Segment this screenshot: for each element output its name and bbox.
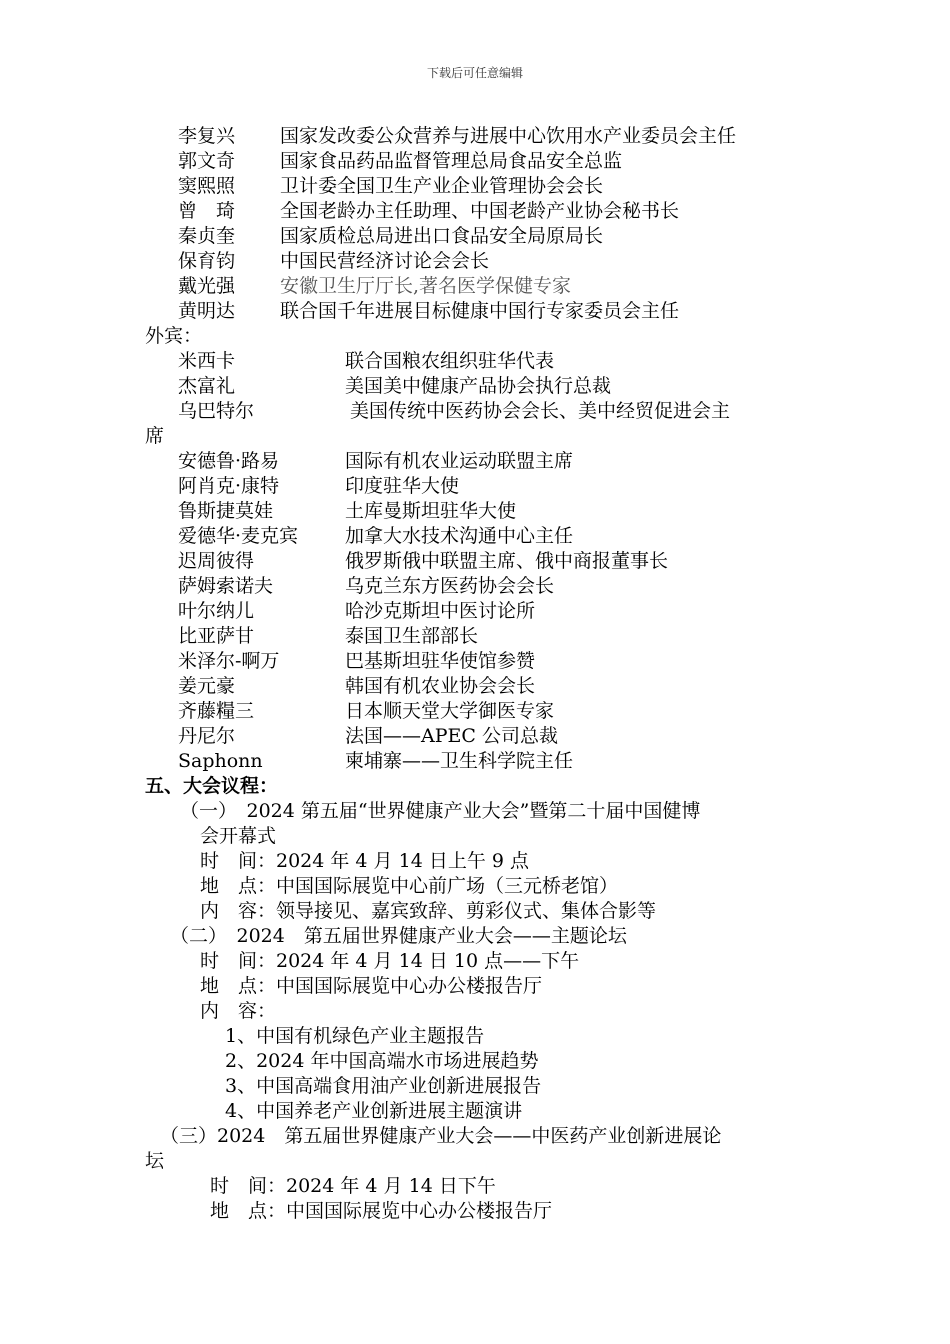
page-header: 下载后可任意编辑 <box>426 66 523 80</box>
session-1-title-cont: 会开幕式 <box>200 825 277 847</box>
guest-title: 乌克兰东方医药协会会长 <box>345 575 555 597</box>
guest-name: 郭文奇 <box>178 150 236 172</box>
guest-title: 俄罗斯俄中联盟主席、俄中商报董事长 <box>345 550 669 572</box>
guest-name: 安德鲁·路易 <box>178 450 280 472</box>
session-3-place: 地 点：中国国际展览中心办公楼报告厅 <box>210 1200 553 1222</box>
guest-title: 土库曼斯坦驻华大使 <box>345 500 517 522</box>
guest-title: 联合国千年进展目标健康中国行专家委员会主任 <box>280 300 680 322</box>
session-3-title: （三）2024 第五届世界健康产业大会——中医药产业创新进展论 <box>160 1125 722 1147</box>
guest-title: 安徽卫生厅厅长,著名医学保健专家 <box>280 275 572 297</box>
guest-name: 姜元豪 <box>178 675 236 697</box>
session-1-title: （一） 2024 第五届“世界健康产业大会”暨第二十届中国健博 <box>180 800 701 822</box>
guest-name: 黄明达 <box>178 300 236 322</box>
guest-title: 哈沙克斯坦中医讨论所 <box>345 600 536 622</box>
guest-name: Saphonn <box>178 750 263 772</box>
guest-name: 鲁斯捷莫娃 <box>178 500 274 522</box>
agenda-item: 3、中国高端食用油产业创新进展报告 <box>225 1075 542 1097</box>
guest-title: 美国美中健康产品协会执行总裁 <box>345 375 612 397</box>
guest-name: 李复兴 <box>178 125 236 147</box>
guest-title: 印度驻华大使 <box>345 475 460 497</box>
guest-title: 全国老龄办主任助理、中国老龄产业协会秘书长 <box>280 200 680 222</box>
guest-title: 柬埔寨——卫生科学院主任 <box>345 750 574 772</box>
guest-name: 齐藤糧三 <box>178 700 255 722</box>
guest-title: 泰国卫生部部长 <box>345 625 479 647</box>
guest-title: 韩国有机农业协会会长 <box>345 675 536 697</box>
guest-name: 米西卡 <box>178 350 236 372</box>
guest-title: 国家质检总局进出口食品安全局原局长 <box>280 225 604 247</box>
guest-title: 国家食品药品监督管理总局食品安全总监 <box>280 150 623 172</box>
guest-name: 乌巴特尔 <box>178 400 255 422</box>
session-1-place: 地 点：中国国际展览中心前广场（三元桥老馆） <box>200 875 619 897</box>
guest-name: 杰富礼 <box>178 375 236 397</box>
guest-name: 萨姆索诺夫 <box>178 575 274 597</box>
session-2-time: 时 间：2024 年 4 月 14 日 10 点——下午 <box>200 950 580 972</box>
guest-title: 美国传统中医药协会会长、美中经贸促进会主 <box>350 400 731 422</box>
guest-title: 国际有机农业运动联盟主席 <box>345 450 574 472</box>
guest-name: 曾 琦 <box>178 200 236 222</box>
guest-name: 米泽尔-啊万 <box>178 650 280 672</box>
guest-name: 戴光强 <box>178 275 236 297</box>
guest-title: 加拿大水技术沟通中心主任 <box>345 525 574 547</box>
session-2-title: （二） 2024 第五届世界健康产业大会——主题论坛 <box>170 925 627 947</box>
agenda-item: 1、中国有机绿色产业主题报告 <box>225 1025 485 1047</box>
guest-name: 保育钧 <box>178 250 236 272</box>
guest-name: 秦贞奎 <box>178 225 236 247</box>
foreign-heading: 外宾： <box>145 325 203 347</box>
guest-title: 巴基斯坦驻华使馆参赞 <box>345 650 536 672</box>
guest-title: 国家发改委公众营养与进展中心饮用水产业委员会主任 <box>280 125 737 147</box>
session-3-time: 时 间：2024 年 4 月 14 日下午 <box>210 1175 496 1197</box>
guest-title: 中国民营经济讨论会会长 <box>280 250 490 272</box>
guest-name: 比亚萨甘 <box>178 625 255 647</box>
wrapped-text: 席 <box>145 425 165 447</box>
guest-name: 爱德华·麦克宾 <box>178 525 299 547</box>
guest-name: 丹尼尔 <box>178 725 236 747</box>
guest-title: 法国——APEC 公司总裁 <box>345 725 558 747</box>
guest-name: 迟周彼得 <box>178 550 255 572</box>
agenda-item: 4、中国养老产业创新进展主题演讲 <box>225 1100 523 1122</box>
session-3-title-cont: 坛 <box>145 1150 165 1172</box>
guest-name: 窦熙照 <box>178 175 236 197</box>
guest-name: 叶尔纳儿 <box>178 600 255 622</box>
session-1-time: 时 间：2024 年 4 月 14 日上午 9 点 <box>200 850 529 872</box>
session-2-content: 内 容： <box>200 1000 277 1022</box>
session-1-content: 内 容：领导接见、嘉宾致辞、剪彩仪式、集体合影等 <box>200 900 657 922</box>
agenda-item: 2、2024 年中国高端水市场进展趋势 <box>225 1050 539 1072</box>
guest-title: 联合国粮农组织驻华代表 <box>345 350 555 372</box>
agenda-heading: 五、大会议程： <box>145 775 279 797</box>
session-2-place: 地 点：中国国际展览中心办公楼报告厅 <box>200 975 543 997</box>
guest-title: 卫计委全国卫生产业企业管理协会会长 <box>280 175 604 197</box>
guest-title: 日本顺天堂大学御医专家 <box>345 700 555 722</box>
guest-name: 阿肖克·康特 <box>178 475 280 497</box>
